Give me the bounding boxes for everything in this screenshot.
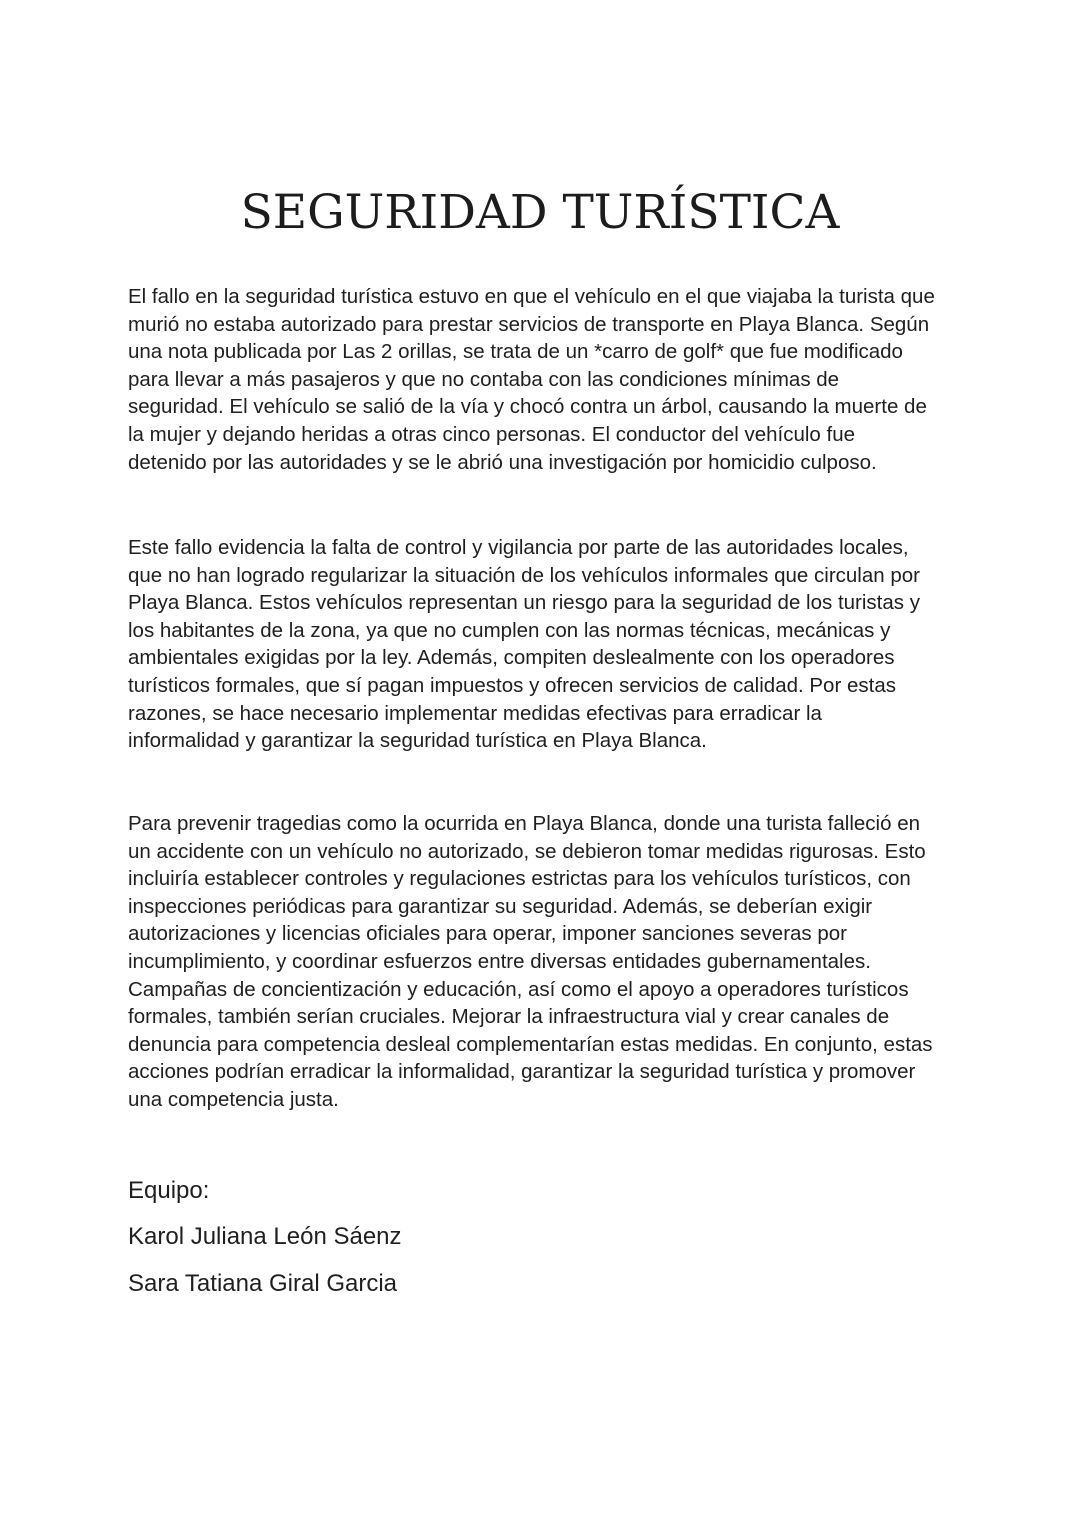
paragraph-line: seguridad. El vehículo se salió de la vía y chocó contra un árbol, causando la muerte de — [128, 395, 927, 419]
paragraph-line: que no han logrado regularizar la situación de los vehículos informales que circulan por — [128, 563, 920, 587]
paragraph-line: inspecciones periódicas para garantizar su seguridad. Además, se deberían exigir — [128, 894, 873, 918]
paragraph-line: razones, se hace necesario implementar medidas efectivas para erradicar la — [128, 701, 822, 725]
paragraph-line: para llevar a más pasajeros y que no contaba con las condiciones mínimas de — [128, 367, 840, 391]
paragraph-line: una nota publicada por Las 2 orillas, se trata de un *carro de golf* que fue modificado — [128, 340, 903, 364]
paragraph-line: informalidad y garantizar la seguridad turística en Playa Blanca. — [128, 729, 707, 753]
paragraph-line: Campañas de concientización y educación, así como el apoyo a operadores turísticos — [128, 977, 909, 1001]
paragraph-line: incluiría establecer controles y regulaciones estrictas para los vehículos turísticos, con — [128, 867, 911, 891]
paragraph-line: los habitantes de la zona, ya que no cumplen con las normas técnicas, mecánicas y — [128, 618, 891, 642]
paragraph-line: murió no estaba autorizado para prestar servicios de transporte en Playa Blanca. Según — [128, 312, 930, 336]
paragraph-line: un accidente con un vehículo no autorizado, se debieron tomar medidas rigurosas. Esto — [128, 839, 926, 863]
team-member-name: Sara Tatiana Giral Garcia — [128, 1270, 398, 1297]
paragraph-1 — [128, 283, 958, 476]
paragraph-line: incumplimiento, y coordinar esfuerzos entre diversas entidades gubernamentales. — [128, 949, 871, 973]
paragraph-line: la mujer y dejando heridas a otras cinco personas. El conductor del vehículo fue — [128, 422, 856, 446]
paragraph-line: acciones podrían erradicar la informalidad, garantizar la seguridad turística y promover — [128, 1060, 916, 1084]
paragraph-line: ambientales exigidas por la ley. Además, compiten deslealmente con los operadores — [128, 646, 895, 670]
paragraph-line: Playa Blanca. Estos vehículos representan un riesgo para la seguridad de los turistas y — [128, 591, 920, 615]
paragraph-3 — [128, 810, 958, 1114]
paragraph-line: Para prevenir tragedias como la ocurrida en Playa Blanca, donde una turista falleció en — [128, 812, 920, 835]
document-title: SEGURIDAD TURÍSTICA — [240, 185, 840, 240]
team-heading: Equipo: — [128, 1177, 210, 1204]
paragraph-line: denuncia para competencia desleal complementarían estas medidas. En conjunto, estas — [128, 1032, 933, 1056]
paragraph-line: formales, también serían cruciales. Mejorar la infraestructura vial y crear canales de — [128, 1005, 890, 1029]
paragraph-line: una competencia justa. — [128, 1087, 339, 1111]
paragraph-line: El fallo en la seguridad turística estuvo en que el vehículo en el que viajaba la turista que — [128, 285, 935, 308]
paragraph-line: turísticos formales, que sí pagan impuestos y ofrecen servicios de calidad. Por estas — [128, 673, 896, 697]
paragraph-line: autorizaciones y licencias oficiales para operar, imponer sanciones severas por — [128, 922, 848, 946]
paragraph-line: Este fallo evidencia la falta de control y vigilancia por parte de las autoridades locales, — [128, 536, 909, 559]
paragraph-line: detenido por las autoridades y se le abrió una investigación por homicidio culposo. — [128, 450, 877, 474]
paragraph-2 — [128, 534, 958, 755]
team-member-name: Karol Juliana León Sáenz — [128, 1223, 402, 1250]
